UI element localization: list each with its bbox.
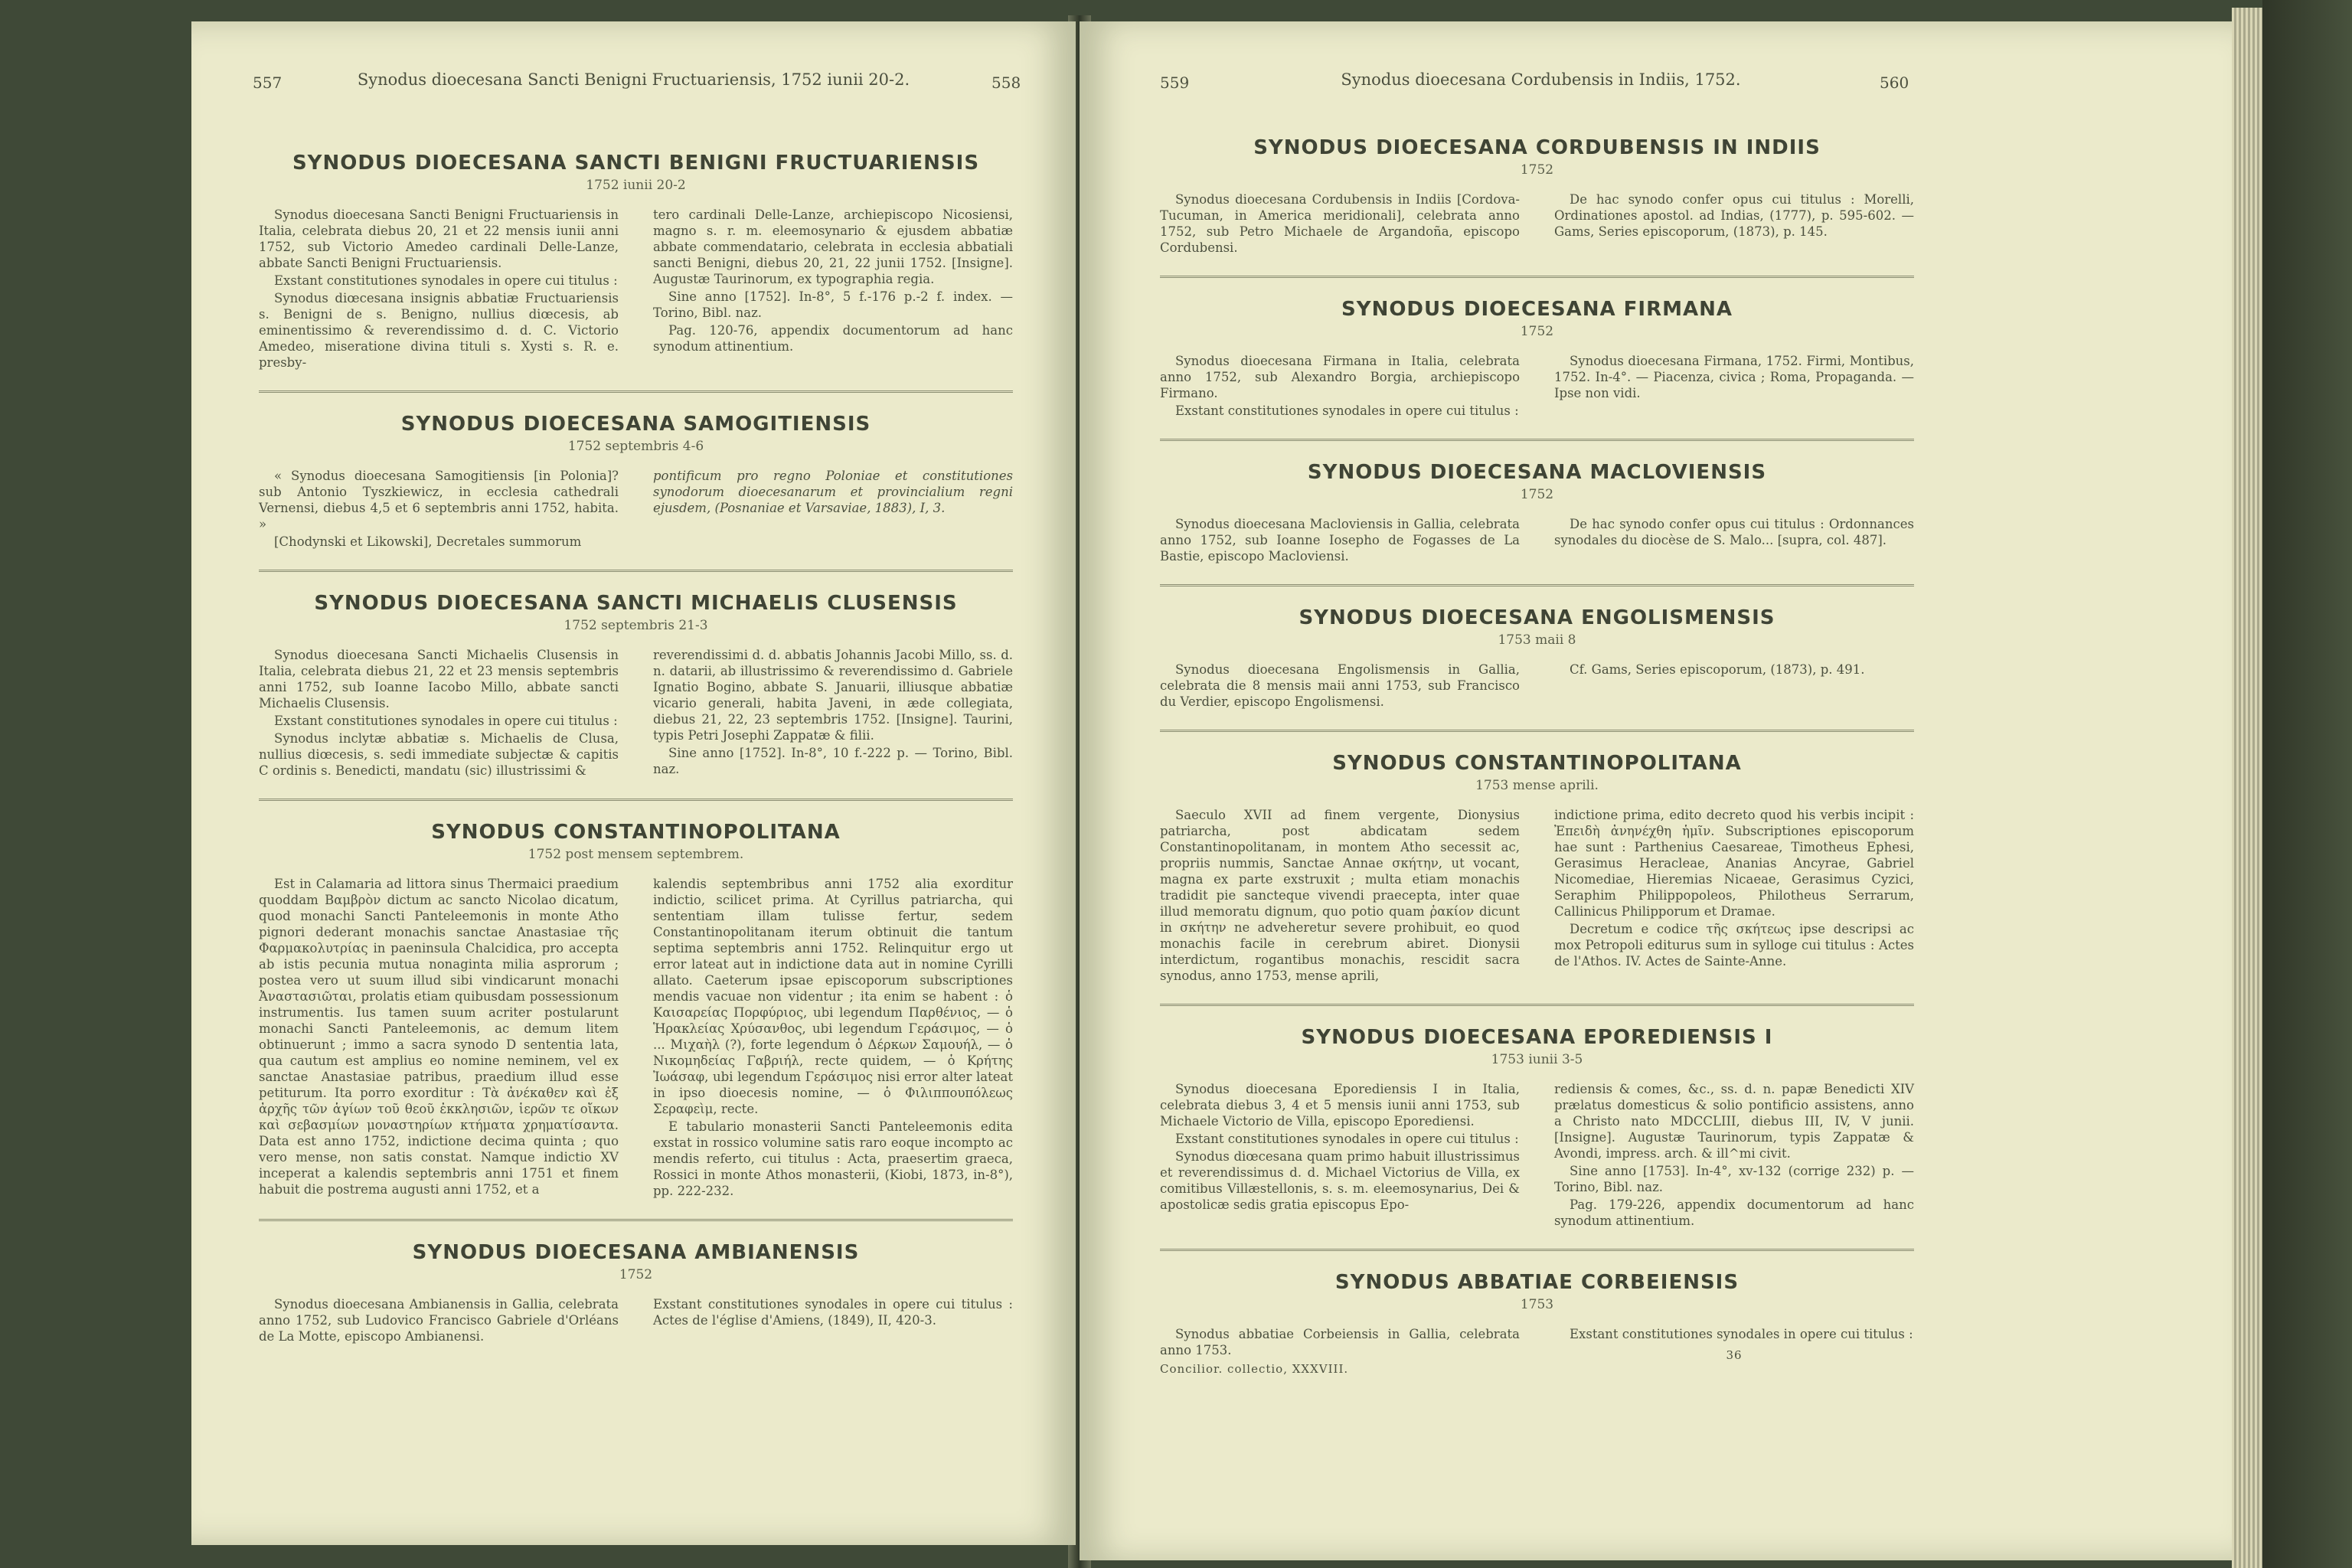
- section: [259, 1241, 1013, 1346]
- section: [1160, 752, 1914, 985]
- paragraph: Synodus dioecesana Sancti Benigni Fructuariensis in Italia, celebrata diebus 20, 21 et 22 mensis iunii anni 1752, sub Victorio Amedeo cardinali Delle-Lanze, abbate Sancti Benigni Fructuariensis.: [259, 207, 619, 270]
- section-date: 1752 iunii 20-2: [586, 178, 686, 193]
- text-column-right: [1554, 516, 1914, 566]
- signature-line: Concilior. collectio, XXXVIII.: [1160, 1362, 1349, 1376]
- running-title: Synodus dioecesana Cordubensis in Indiis, 1752.: [1341, 70, 1741, 89]
- paragraph: reverendissimi d. d. abbatis Johannis Jacobi Millo, ss. d. n. datarii, ab illustrissimo & reverendissimo d. Gabriele Ignatio Bogino, abbate S. Januarii, illiusque abbatiæ vicario generali, habita Javeni, in æde collegiata, diebus 21, 22, 23 septembris 1752. [Insigne]. Taurini, typis Petri Josephi Zappatæ & filii.: [653, 648, 1013, 743]
- section-title: SYNODUS DIOECESANA SANCTI BENIGNI FRUCTUARIENSIS: [292, 152, 980, 175]
- text-column-left: [1160, 353, 1520, 420]
- text-column-left: [259, 207, 619, 372]
- section: [1160, 1026, 1914, 1230]
- paragraph: Sine anno [1752]. In-8°, 5 f.-176 p.-2 f. index. — Torino, Bibl. naz.: [653, 289, 1013, 320]
- paragraph: Exstant constitutiones synodales in opere cui titulus : Actes de l'église d'Amiens, (1849), II, 420-3.: [653, 1297, 1013, 1328]
- text-column-left: [259, 1296, 619, 1346]
- paragraph: Synodus dioecesana Eporediensis I in Italia, celebrata diebus 3, 4 et 5 mensis iunii anni 1753, sub Michaele Victorio de Villa, episcopo Eporediensi.: [1160, 1082, 1520, 1129]
- paragraph: Exstant constitutiones synodales in opere cui titulus :: [1175, 403, 1519, 418]
- section-divider: [259, 799, 1013, 801]
- paragraph: [Chodynski et Likowski], Decretales summorum: [274, 534, 582, 549]
- text-column-right: [1554, 353, 1914, 420]
- paragraph: Synodus inclytæ abbatiæ s. Michaelis de Clusa, nullius diœcesis, s. sedi immediate subjectæ & capitis C ordinis s. Benedicti, mandatu (sic) illustrissimi &: [259, 731, 619, 778]
- section-title: SYNODUS CONSTANTINOPOLITANA: [431, 821, 841, 844]
- section: [1160, 1271, 1914, 1377]
- text-column-left: [259, 647, 619, 780]
- section-divider: [259, 1219, 1013, 1221]
- section-divider: [1160, 276, 1914, 278]
- section-title: SYNODUS DIOECESANA SANCTI MICHAELIS CLUSENSIS: [314, 592, 958, 615]
- running-head: [191, 67, 1076, 101]
- paragraph: Synodus abbatiae Corbeiensis in Gallia, celebrata anno 1753.: [1160, 1327, 1520, 1357]
- paragraph: Exstant constitutiones synodales in opere cui titulus :: [1570, 1327, 1913, 1341]
- section: [259, 152, 1013, 372]
- section: [1160, 461, 1914, 566]
- text-column-right: [1554, 1081, 1914, 1230]
- paragraph: Synodus diœcesana quam primo habuit illustrissimus et reverendissimus d. d. Michael Victorius de Villa, ex comitibus Villæstellonis, s. s. m. eleemosynarius, Dei & apostolicæ sedis gratia episcopus Epo-: [1160, 1149, 1520, 1212]
- section: [259, 592, 1013, 780]
- paragraph: Synodus dioecesana Sancti Michaelis Clusensis in Italia, celebrata diebus 21, 22 et 23 mensis septembris anni 1752, sub Ioanne Iacobo Millo, abbate sancti Michaelis Clusensis.: [259, 648, 619, 710]
- book-cover-edge: [2262, 0, 2352, 1568]
- section-title: SYNODUS CONSTANTINOPOLITANA: [1332, 752, 1742, 775]
- section-date: 1753 maii 8: [1498, 632, 1576, 648]
- text-column-right: [653, 468, 1013, 551]
- paragraph: Synodus dioecesana Macloviensis in Gallia, celebrata anno 1752, sub Ioanne Iosepho de Fogasses de La Bastie, episcopo Macloviensi.: [1160, 517, 1520, 564]
- paragraph: Saeculo XVII ad finem vergente, Dionysius patriarcha, post abdicatam sedem Constantinopolitanam, in montem Atho secessit ac, propriis nummis, Sanctae Annae σκήτην, ut vocant, magna ex parte exstruxit ; multa etiam monachis tradidit pie sancteque vivendi praecepta, inter quae illud memoratu dignum, quo potio quam ῥακίον dicunt in σκήτην ne adveheretur severe prohibuit, eo quod monachis facile in cerebrum abiret. Dionysii interdictum, rogantibus monachis, rescidit sacra synodus, anno 1753, mense aprili,: [1160, 808, 1520, 983]
- paragraph: Pag. 179-226, appendix documentorum ad hanc synodum attinentium.: [1554, 1197, 1914, 1228]
- paragraph: Sine anno [1752]. In-8°, 10 f.-222 p. — Torino, Bibl. naz.: [653, 746, 1013, 776]
- paragraph: Synodus diœcesana insignis abbatiæ Fructuariensis s. Benigni de s. Benigno, nullius diœcesis, ab eminentissimo & reverendissimo d. d. C. Victorio Amedeo, miseratione divina tituli s. Xysti s. R. e. presby-: [259, 291, 619, 370]
- paragraph: Synodus dioecesana Engolismensis in Gallia, celebrata die 8 mensis maii anni 1753, sub Francisco du Verdier, episcopo Engolismensi.: [1160, 662, 1520, 709]
- paragraph: De hac synodo confer opus cui titulus : Ordonnances synodales du diocèse de S. Malo... [supra, col. 487].: [1554, 517, 1914, 547]
- section: [259, 413, 1013, 551]
- right-page: [1080, 21, 2232, 1560]
- text-column-right: [653, 647, 1013, 780]
- paragraph: « Synodus dioecesana Samogitiensis [in Polonia]? sub Antonio Tyszkiewicz, in ecclesia cathedrali Vernensi, diebus 4,5 et 6 septembris anni 1752, habita. »: [259, 469, 619, 531]
- paragraph: pontificum pro regno Poloniae et constitutiones synodorum dioecesanarum et provincialium regni ejusdem, (Posnaniae et Varsaviae, 1883), I, 3.: [653, 469, 1013, 515]
- text-column-left: [1160, 1081, 1520, 1230]
- paragraph: Synodus dioecesana Ambianensis in Gallia, celebrata anno 1752, sub Ludovico Francisco Gabriele d'Orléans de La Motte, episcopo Ambianensi.: [259, 1297, 619, 1344]
- section-divider: [1160, 1004, 1914, 1006]
- paragraph: tero cardinali Delle-Lanze, archiepiscopo Nicosiensi, magno s. r. m. eleemosynario & ejusdem abbatiæ abbate commendatario, celebrata in ecclesia abbatiali sancti Benigni, diebus 20, 21, 22 junii 1752. [Insigne]. Augustæ Taurinorum, ex typographia regia.: [653, 207, 1013, 286]
- section-date: 1752: [1520, 487, 1554, 502]
- section: [1160, 606, 1914, 711]
- page-edges: [2232, 8, 2262, 1568]
- section-title: SYNODUS ABBATIAE CORBEIENSIS: [1334, 1271, 1740, 1294]
- running-head: [1080, 67, 2232, 101]
- paragraph: Est in Calamaria ad littora sinus Thermaici praedium quoddam Βαμβρὸν dictum ac sancto Nicolao dicatum, quod monachi Sancti Panteleemonis in monte Atho pignori dederant monachis sanctae Anastasiae τῆς Φαρμακολυτρίας in paeninsula Chalcidica, pro accepta ab istis pecunia mutua nonaginta milia asprorum ; postea vero ut suum illud sibi vindicarunt monachi Ἀναστασιῶται, prolatis etiam quibusdam possessionum instrumentis. Ius tamen suum acriter postularunt monachi Sancti Panteleemonis, ac demum litem obtinuerunt ; immo a sacra synodo D sententia lata, qua cautum est amplius eo nomine neminem, vel ex sanctae Anastasiae patribus, praedium illud esse petiturum. Ita porro exorditur : Τὰ ἀνέκαθεν καὶ ἐξ ἀρχῆς τῶν ἁγίων τοῦ θεοῦ ἐκκλησιῶν, ἱερῶν τε οἴκων καὶ σεβασμίων μοναστηρίων κτήματα χρηματίσαντα. Data est anno 1752, indictione decima quinta ; quo vero mense, non satis constat. Namque indictio XV inceperat a kalendis septembris anni 1751 et finem habuit die postrema augusti anni 1752, et a: [259, 877, 619, 1197]
- left-page-body: [259, 152, 1013, 1346]
- section-title: SYNODUS DIOECESANA AMBIANENSIS: [412, 1241, 860, 1264]
- paragraph: rediensis & comes, &c., ss. d. n. papæ Benedicti XIV prælatus domesticus & solio pontificio assistens, anno a Christo nato MDCCLIII, diebus III, IV, V junii. [Insigne]. Augustæ Taurinorum, typis Zappatæ & Avondi, impress. arch. & ill^mi civit.: [1554, 1082, 1914, 1161]
- text-column-right: [1554, 191, 1914, 257]
- text-column-left: [259, 468, 619, 551]
- text-column-left: [1160, 191, 1520, 257]
- column-number: 557: [253, 74, 283, 92]
- section-date: 1752 septembris 21-3: [564, 618, 708, 633]
- paragraph: Cf. Gams, Series episcoporum, (1873), p. 491.: [1570, 662, 1865, 677]
- text-column-left: [1160, 1326, 1520, 1377]
- section-divider: [259, 570, 1013, 572]
- running-title: Synodus dioecesana Sancti Benigni Fructuariensis, 1752 iunii 20-2.: [357, 70, 910, 89]
- text-column-right: [653, 876, 1013, 1200]
- section-title: SYNODUS DIOECESANA MACLOVIENSIS: [1307, 461, 1767, 484]
- paragraph: Decretum e codice τῆς σκήτεως ipse descripsi ac mox Petropoli editurus sum in sylloge cui titulus : Actes de l'Athos. IV. Actes de Sainte-Anne.: [1554, 922, 1914, 969]
- section-title: SYNODUS DIOECESANA EPOREDIENSIS I: [1301, 1026, 1773, 1049]
- section-date: 1752 septembris 4-6: [567, 439, 704, 454]
- left-page: [191, 21, 1076, 1545]
- section-divider: [1160, 1249, 1914, 1251]
- section-divider: [1160, 730, 1914, 732]
- section-title: SYNODUS DIOECESANA ENGOLISMENSIS: [1298, 606, 1775, 629]
- section: [259, 821, 1013, 1200]
- text-column-left: [1160, 807, 1520, 985]
- section-date: 1753: [1520, 1297, 1554, 1312]
- column-number: 558: [991, 74, 1021, 92]
- paragraph: Pag. 120-76, appendix documentorum ad hanc synodum attinentium.: [653, 323, 1013, 354]
- signature-mark: 36: [1726, 1348, 1743, 1362]
- text-column-right: [1554, 807, 1914, 985]
- section-date: 1752: [1520, 324, 1554, 339]
- section-title: SYNODUS DIOECESANA CORDUBENSIS IN INDIIS: [1253, 136, 1821, 159]
- section: [1160, 298, 1914, 420]
- section-date: 1753 mense aprili.: [1475, 778, 1599, 793]
- section-divider: [1160, 439, 1914, 441]
- paragraph: Exstant constitutiones synodales in opere cui titulus :: [1175, 1132, 1519, 1146]
- section-date: 1753 iunii 3-5: [1491, 1052, 1583, 1067]
- paragraph: Synodus dioecesana Firmana, 1752. Firmi, Montibus, 1752. In-4°. — Piacenza, civica ; Roma, Propaganda. — Ipse non vidi.: [1554, 354, 1914, 400]
- section: [1160, 136, 1914, 257]
- section-divider: [1160, 584, 1914, 586]
- column-number: 559: [1160, 74, 1190, 92]
- section-divider: [259, 390, 1013, 393]
- paragraph: E tabulario monasterii Sancti Panteleemonis edita exstat in rossico volumine satis raro eoque incompto ac mendis referto, cui titulus : Acta, praesertim graeca, Rossici in monte Athos monasterii, (Kiobi, 1873, in-8°), pp. 222-232.: [653, 1119, 1013, 1198]
- text-column-right: [1554, 662, 1914, 711]
- section-title: SYNODUS DIOECESANA FIRMANA: [1341, 298, 1733, 321]
- text-column-left: [1160, 662, 1520, 711]
- paragraph: indictione prima, edito decreto quod his verbis incipit : Ἐπειδὴ ἀνηνέχθη ἡμῖν. Subscriptiones episcoporum hae sunt : Parthenius Caesareae, Timotheus Ephesi, Gerasimus Heracleae, Ananias Ancyrae, Gabriel Nicomediae, Hieremias Nicaeae, Gerasimus Cyzici, Seraphim Philippopoleos, Philotheus Serrarum, Callinicus Philipporum et Dramae.: [1554, 808, 1914, 919]
- paragraph: kalendis septembribus anni 1752 alia exorditur indictio, scilicet prima. At Cyrillus patriarcha, qui sententiam illam tulisse fertur, sedem Constantinopolitanam iterum obtinuit die tantum septima septembris anni 1752. Relinquitur ergo ut error lateat aut in indictione data aut in nomine Cyrilli allato. Caeterum ipsae episcoporum subscriptiones mendis vacuae non videntur ; ita enim se habent : ὁ Καισαρείας Πορφύριος, ubi legendum Παρθένιος, — ὁ Ἡρακλείας Χρύσανθος, ubi legendum Γεράσιμος, — ὁ ... Μιχαὴλ (?), forte legendum ὁ Δέρκων Σαμουήλ, — ὁ Νικομηδείας Γαβριήλ, recte quidem, — ὁ Κρήτης Ἰωάσαφ, ubi legendum Γεράσιμος nisi error alter lateat in ipso dioecesis nomine, — ὁ Φιλιππουπόλεως Σεραφεὶμ, recte.: [653, 877, 1013, 1116]
- paragraph: Exstant constitutiones synodales in opere cui titulus :: [274, 273, 618, 288]
- text-column-left: [1160, 516, 1520, 566]
- section-date: 1752 post mensem septembrem.: [528, 847, 744, 862]
- section-title: SYNODUS DIOECESANA SAMOGITIENSIS: [400, 413, 871, 436]
- column-number: 560: [1880, 74, 1909, 92]
- paragraph: Exstant constitutiones synodales in opere cui titulus :: [274, 714, 618, 728]
- section-date: 1752: [1520, 162, 1554, 178]
- section-date: 1752: [619, 1267, 653, 1282]
- text-column-right: [653, 1296, 1013, 1346]
- paragraph: Synodus dioecesana Cordubensis in Indiis [Cordova-Tucuman, in America meridionali], celebrata anno 1752, sub Petro Michaele de Argandoña, episcopo Cordubensi.: [1160, 192, 1520, 255]
- paragraph: De hac synodo confer opus cui titulus : Morelli, Ordinationes apostol. ad Indias, (1777), p. 595-602. — Gams, Series episcoporum, (1873), p. 145.: [1554, 192, 1914, 239]
- text-column-right: [1554, 1326, 1914, 1377]
- text-column-left: [259, 876, 619, 1200]
- right-page-body: [1160, 136, 1914, 1377]
- paragraph: Synodus dioecesana Firmana in Italia, celebrata anno 1752, sub Alexandro Borgia, archiepiscopo Firmano.: [1160, 354, 1520, 400]
- text-column-right: [653, 207, 1013, 372]
- paragraph: Sine anno [1753]. In-4°, xv-132 (corrige 232) p. — Torino, Bibl. naz.: [1554, 1164, 1914, 1194]
